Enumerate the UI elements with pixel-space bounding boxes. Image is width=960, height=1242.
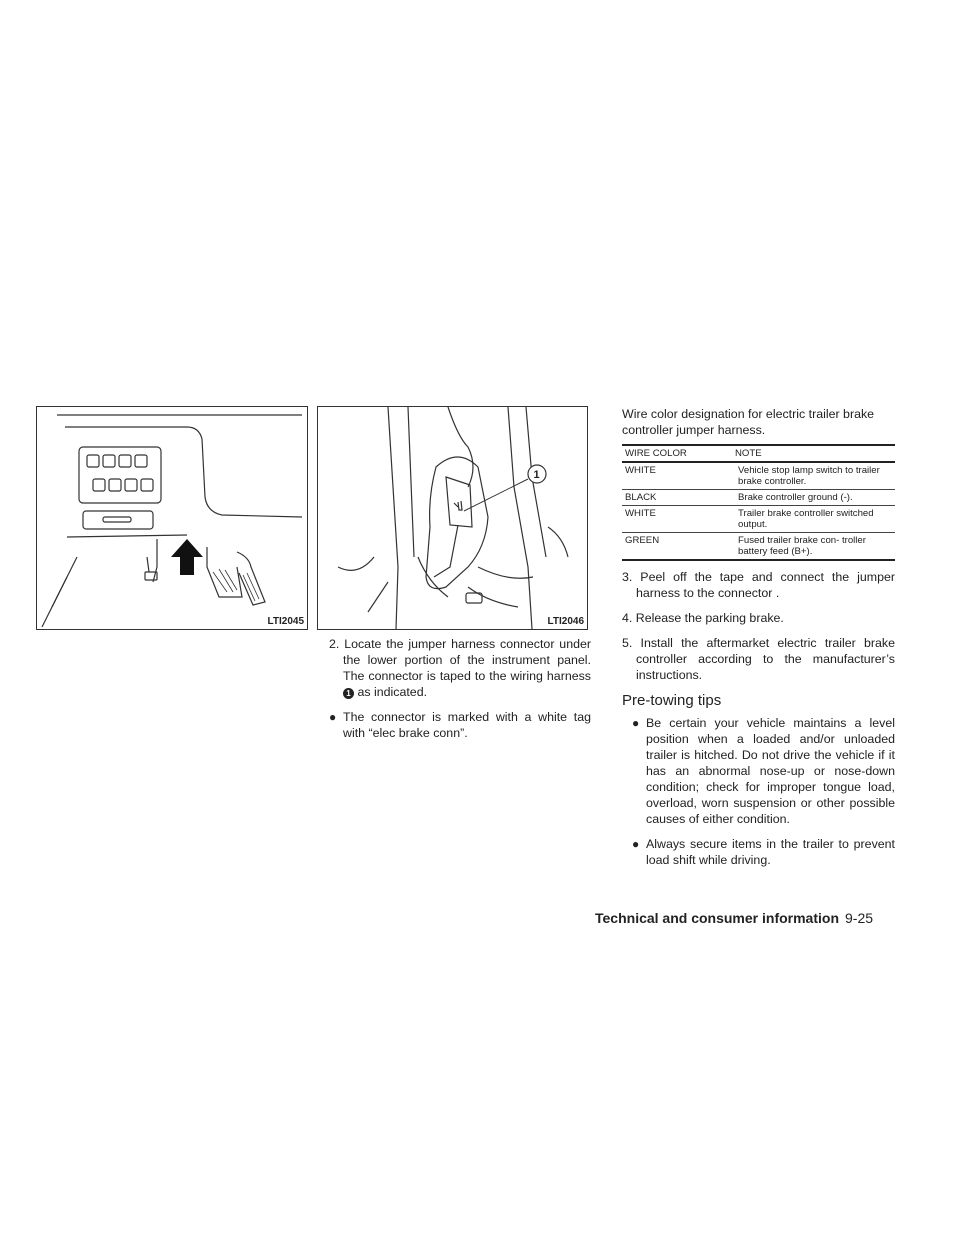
tip-text: Be certain your vehicle maintains a level position when a loaded and/or unloaded trailer is hitched. Do not drive the vehicle if it has an abnormal nose-up or nose-down condition; check for improper tongue load, overload, worn suspension or other possible causes of either condition. <box>646 716 895 826</box>
arrow-up-icon <box>171 539 203 575</box>
cell-note: Vehicle stop lamp switch to trailer brake controller. <box>732 462 895 490</box>
bullet-icon: ● <box>329 710 337 724</box>
table-header-row <box>622 445 895 462</box>
bullet-item <box>329 709 591 741</box>
callout-number: 1 <box>533 469 540 481</box>
page-number: 9-25 <box>845 910 874 926</box>
column-2 <box>329 636 591 750</box>
step-2-text: 2. Locate the jumper harness connector under the lower portion of the instrument panel. The connector is taped to the wiring harness <box>329 637 591 683</box>
tips-list <box>622 715 895 868</box>
page-footer <box>595 910 873 926</box>
figure-lti2045 <box>36 406 308 630</box>
dashboard-illustration <box>37 407 307 629</box>
wire-color-table <box>622 444 895 561</box>
column-3 <box>622 406 895 877</box>
cell-wire-color: WHITE <box>622 462 732 490</box>
footer-section: Technical and consumer information <box>595 910 840 926</box>
step-3: 3. Peel off the tape and connect the jumper harness to the connector . <box>622 570 895 600</box>
figure-label: LTI2046 <box>547 616 584 627</box>
table-row <box>622 490 895 506</box>
bullet-icon: ● <box>632 837 640 851</box>
harness-illustration <box>318 407 587 629</box>
header-wire-color: WIRE COLOR <box>622 445 732 462</box>
callout-1-icon: 1 <box>343 688 354 699</box>
header-note: NOTE <box>732 445 895 462</box>
cell-wire-color: WHITE <box>622 506 732 533</box>
table-row <box>622 533 895 561</box>
table-row <box>622 462 895 490</box>
step-2-tail: as indicated. <box>357 685 428 699</box>
figure-label: LTI2045 <box>267 616 304 627</box>
section-title: Pre-towing tips <box>622 692 722 709</box>
step-4: 4. Release the parking brake. <box>622 611 784 625</box>
figure-lti2046 <box>317 406 588 630</box>
tip-item <box>632 715 895 827</box>
cell-note: Fused trailer brake con- troller battery feed (B+). <box>732 533 895 561</box>
cell-note: Brake controller ground (-). <box>732 490 895 506</box>
table-intro: Wire color designation for electric trailer brake controller jumper harness. <box>622 407 875 437</box>
bullet-text: The connector is marked with a white tag with “elec brake conn”. <box>343 710 591 740</box>
cell-wire-color: BLACK <box>622 490 732 506</box>
step-2 <box>329 636 591 700</box>
tip-text: Always secure items in the trailer to prevent load shift while driving. <box>646 837 895 867</box>
tip-item <box>632 836 895 868</box>
cell-wire-color: GREEN <box>622 533 732 561</box>
table-row <box>622 506 895 533</box>
cell-note: Trailer brake controller switched output. <box>732 506 895 533</box>
bullet-icon: ● <box>632 716 640 730</box>
step-5: 5. Install the aftermarket electric trailer brake controller according to the manufacturer’s instructions. <box>622 636 895 682</box>
